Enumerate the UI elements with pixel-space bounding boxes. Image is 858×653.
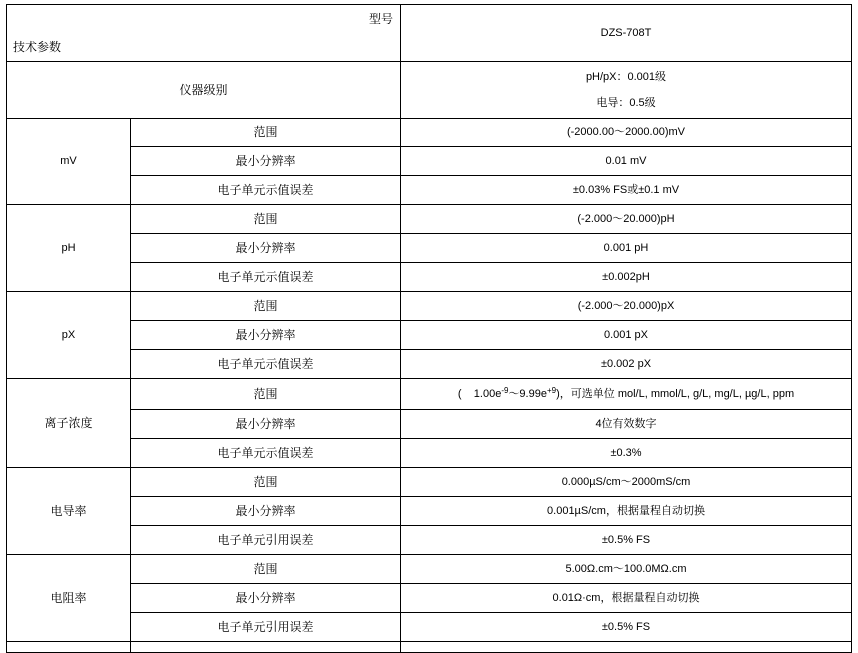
param-value: ±0.002 pX (401, 350, 852, 379)
param-value: 4位有效数字 (401, 410, 852, 439)
model-label: 型号 (368, 12, 393, 26)
param-label: 最小分辨率 (131, 147, 401, 176)
param-label: 最小分辨率 (131, 234, 401, 263)
truncated-row-cell (401, 642, 852, 653)
param-label: 技术参数 (13, 40, 62, 54)
param-label: 范围 (131, 555, 401, 584)
param-label: 范围 (131, 205, 401, 234)
param-value: ±0.002pH (401, 263, 852, 292)
group-name-resistivity: 电阻率 (7, 555, 131, 642)
param-label: 电子单元示值误差 (131, 176, 401, 205)
param-value: 5.00Ω.cm～100.0MΩ.cm (401, 555, 852, 584)
level-value-line1: pH/pX：0.001级 (585, 71, 667, 83)
ion-range-exp-low: -9 (501, 385, 509, 395)
param-label: 电子单元引用误差 (131, 613, 401, 642)
param-value: 0.01 mV (401, 147, 852, 176)
param-label: 电子单元引用误差 (131, 526, 401, 555)
param-value: 0.001 pH (401, 234, 852, 263)
header-diagonal-cell (7, 5, 401, 62)
group-name-mv: mV (7, 119, 131, 205)
param-value: ±0.5% FS (401, 526, 852, 555)
param-label: 范围 (131, 379, 401, 410)
param-label: 最小分辨率 (131, 410, 401, 439)
param-label: 电子单元示值误差 (131, 350, 401, 379)
level-value-line2: 电导：0.5级 (596, 97, 656, 109)
param-value: 0.001µS/cm，根据量程自动切换 (401, 497, 852, 526)
param-value: 0.000µS/cm～2000mS/cm (401, 468, 852, 497)
param-label: 最小分辨率 (131, 584, 401, 613)
param-value: ±0.03% FS或±0.1 mV (401, 176, 852, 205)
param-label: 电子单元示值误差 (131, 263, 401, 292)
ion-range-prefix: ( 1.00e (457, 387, 502, 400)
level-value (401, 62, 852, 119)
param-value: (-2.000～20.000)pH (401, 205, 852, 234)
param-label: 电子单元示值误差 (131, 439, 401, 468)
model-value: DZS-708T (401, 5, 852, 62)
param-value-ion-range (401, 379, 852, 410)
param-label: 最小分辨率 (131, 321, 401, 350)
param-label: 范围 (131, 468, 401, 497)
param-value: 0.01Ω·cm，根据量程自动切换 (401, 584, 852, 613)
truncated-row-cell (131, 642, 401, 653)
param-label: 范围 (131, 292, 401, 321)
ion-range-mid: ～9.99e (508, 387, 547, 400)
param-value: ±0.3% (401, 439, 852, 468)
group-name-conductivity: 电导率 (7, 468, 131, 555)
param-value: (-2.000～20.000)pX (401, 292, 852, 321)
param-label: 范围 (131, 119, 401, 147)
ion-range-suffix: )，可选单位 mol/L, mmol/L, g/L, mg/L, µg/L, ppm (556, 387, 795, 400)
param-value: (-2000.00～2000.00)mV (401, 119, 852, 147)
group-name-px: pX (7, 292, 131, 379)
level-label: 仪器级别 (7, 62, 401, 119)
group-name-ph: pH (7, 205, 131, 292)
spec-table (6, 4, 852, 653)
param-value: ±0.5% FS (401, 613, 852, 642)
group-name-ion-concentration: 离子浓度 (7, 379, 131, 468)
param-value: 0.001 pX (401, 321, 852, 350)
truncated-row-cell (7, 642, 131, 653)
ion-range-exp-high: +9 (546, 385, 557, 395)
param-label: 最小分辨率 (131, 497, 401, 526)
